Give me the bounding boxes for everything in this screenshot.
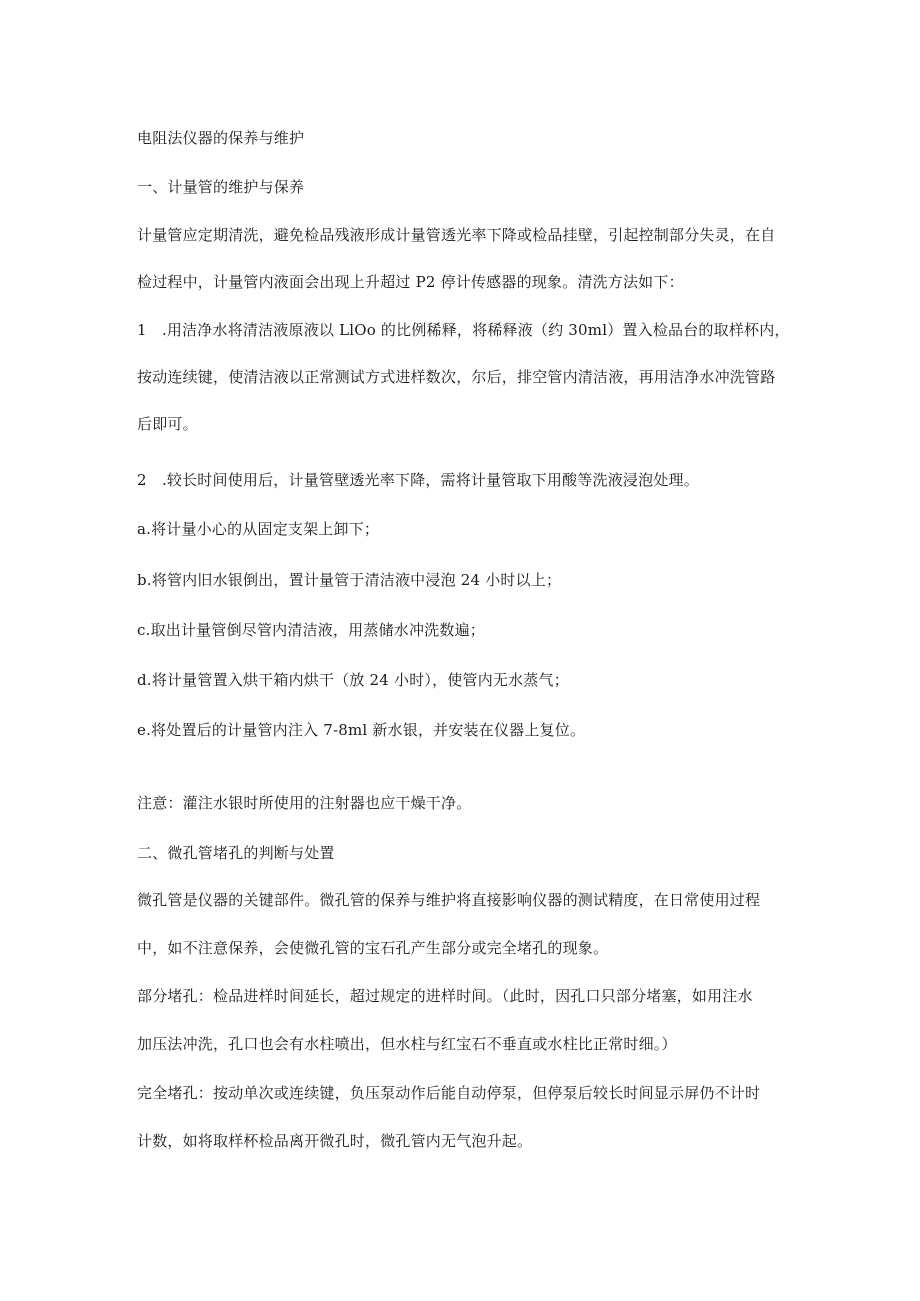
section-heading-metering-tube: 一、计量管的维护与保养 (137, 178, 305, 196)
numbered-item-line: 按动连续键，使清洁液以正常测试方式进样数次，尔后，排空管内清洁液，再用洁净水冲洗管路 (137, 368, 776, 386)
step-item: c.取出计量管倒尽管内清洁液，用蒸储水冲洗数遍； (137, 621, 485, 639)
note-text: 注意：灌注水银时所使用的注射器也应干燥干净。 (137, 794, 472, 812)
section-heading-micropore-tube: 二、微孔管堵孔的判断与处置 (137, 844, 335, 862)
paragraph-line: 加压法冲洗，孔口也会有水柱喷出，但水柱与红宝石不垂直或水柱比正常时细。） (137, 1035, 677, 1053)
step-item: a.将计量小心的从固定支架上卸下； (137, 520, 380, 538)
paragraph-line: 微孔管是仪器的关键部件。微孔管的保养与维护将直接影响仪器的测试精度，在日常使用过程 (137, 891, 761, 909)
paragraph-line: 中，如不注意保养，会使微孔管的宝石孔产生部分或完全堵孔的现象。 (137, 939, 609, 957)
step-item: d.将计量管置入烘干箱内烘干（放 24 小时），使管内无水蒸气； (137, 671, 569, 689)
paragraph-line: 计量管应定期清洗，避免检品残液形成计量管透光率下降或检品挂壁，引起控制部分失灵，在自 (137, 226, 776, 244)
step-item: e.将处置后的计量管内注入 7-8ml 新水银，并安装在仪器上复位。 (137, 721, 586, 739)
document-title: 电阻法仪器的保养与维护 (137, 129, 305, 147)
paragraph-line: 检过程中，计量管内液面会出现上升超过 P2 停计传感器的现象。清洗方法如下： (137, 273, 684, 291)
numbered-item-line: 后即可。 (137, 415, 198, 433)
paragraph-line: 部分堵孔：检品进样时间延长，超过规定的进样时间。（此时，因孔口只部分堵塞，如用注水 (137, 987, 753, 1005)
numbered-item-line: 2 .较长时间使用后，计量管壁透光率下降，需将计量管取下用酸等洗液浸泡处理。 (137, 471, 699, 489)
paragraph-line: 完全堵孔：按动单次或连续键，负压泵动作后能自动停泵，但停泵后较长时间显示屏仍不计时 (137, 1084, 761, 1102)
paragraph-line: 计数，如将取样杯检品离开微孔时，微孔管内无气泡升起。 (137, 1132, 533, 1150)
step-item: b.将管内旧水银倒出，置计量管于清洁液中浸泡 24 小时以上； (137, 571, 562, 589)
numbered-item-line: 1 .用洁净水将清洁液原液以 LlOo 的比例稀释，将稀释液（约 30ml）置入检品台的取样杯内， (137, 321, 790, 339)
